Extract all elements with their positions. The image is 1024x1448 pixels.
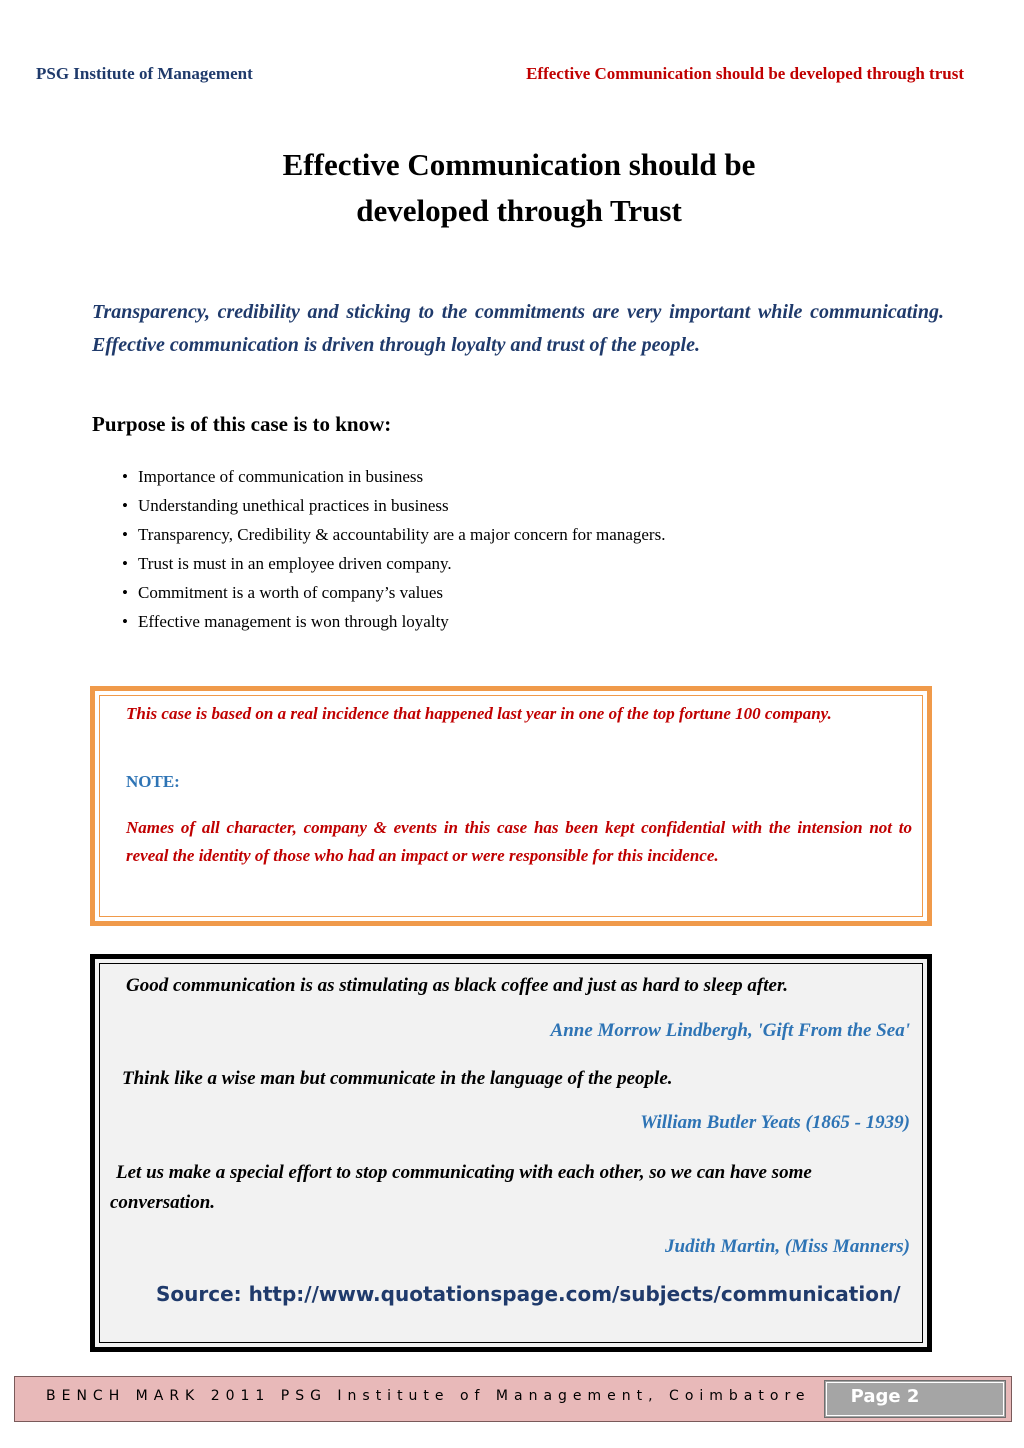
list-item: • Importance of communication in business [120,462,665,491]
quote-1-text: Good communication is as stimulating as black coffee and just as hard to sleep after. [126,975,789,996]
list-item: • Transparency, Credibility & accountability are a major concern for managers. [120,520,665,549]
quote-3-author: Judith Martin, (Miss Manners) [665,1236,910,1257]
document-title [0,142,1024,234]
quote-3-text: Let us make a special effort to stop communicating with each other, so we can have some conversation. [110,1162,812,1213]
note-text-1: This case is based on a real incidence that happened last year in one of the top fortune 100 company. [126,704,832,723]
quote-1-author: Anne Morrow Lindbergh, 'Gift From the Sea' [550,1020,910,1041]
note-label: NOTE: [126,772,180,791]
list-item: • Understanding unethical practices in business [120,491,665,520]
list-item: • Trust is must in an employee driven company. [120,549,665,578]
quote-2-text: Think like a wise man but communicate in the language of the people. [122,1068,673,1089]
title-line-1: Effective Communication should be [282,147,756,182]
purpose-list [120,462,665,636]
title-line-2: developed through Trust [356,193,682,228]
page-number: Page 2 [850,1386,920,1407]
header-left: PSG Institute of Management [36,64,253,83]
note-text-2: Names of all character, company & events in this case has been kept confidential with the intension not to reveal the identity of those who had an impact or were responsible for this incidence. [126,818,912,865]
list-item: • Effective management is won through loyalty [120,607,665,636]
purpose-heading: Purpose is of this case is to know: [92,412,392,436]
header-right: Effective Communication should be developed through trust [526,64,964,83]
footer-text: BENCH MARK 2011 PSG Institute of Management, Coimbatore [46,1388,811,1404]
intro-paragraph: Transparency, credibility and sticking to the commitments are very important while communicating. Effective communication is driven through loyalty and trust of the people. [92,301,944,356]
source-link[interactable]: Source: http://www.quotationspage.com/subjects/communication/ [156,1282,901,1306]
list-item: • Commitment is a worth of company’s values [120,578,665,607]
quote-2-author: William Butler Yeats (1865 - 1939) [640,1112,910,1133]
